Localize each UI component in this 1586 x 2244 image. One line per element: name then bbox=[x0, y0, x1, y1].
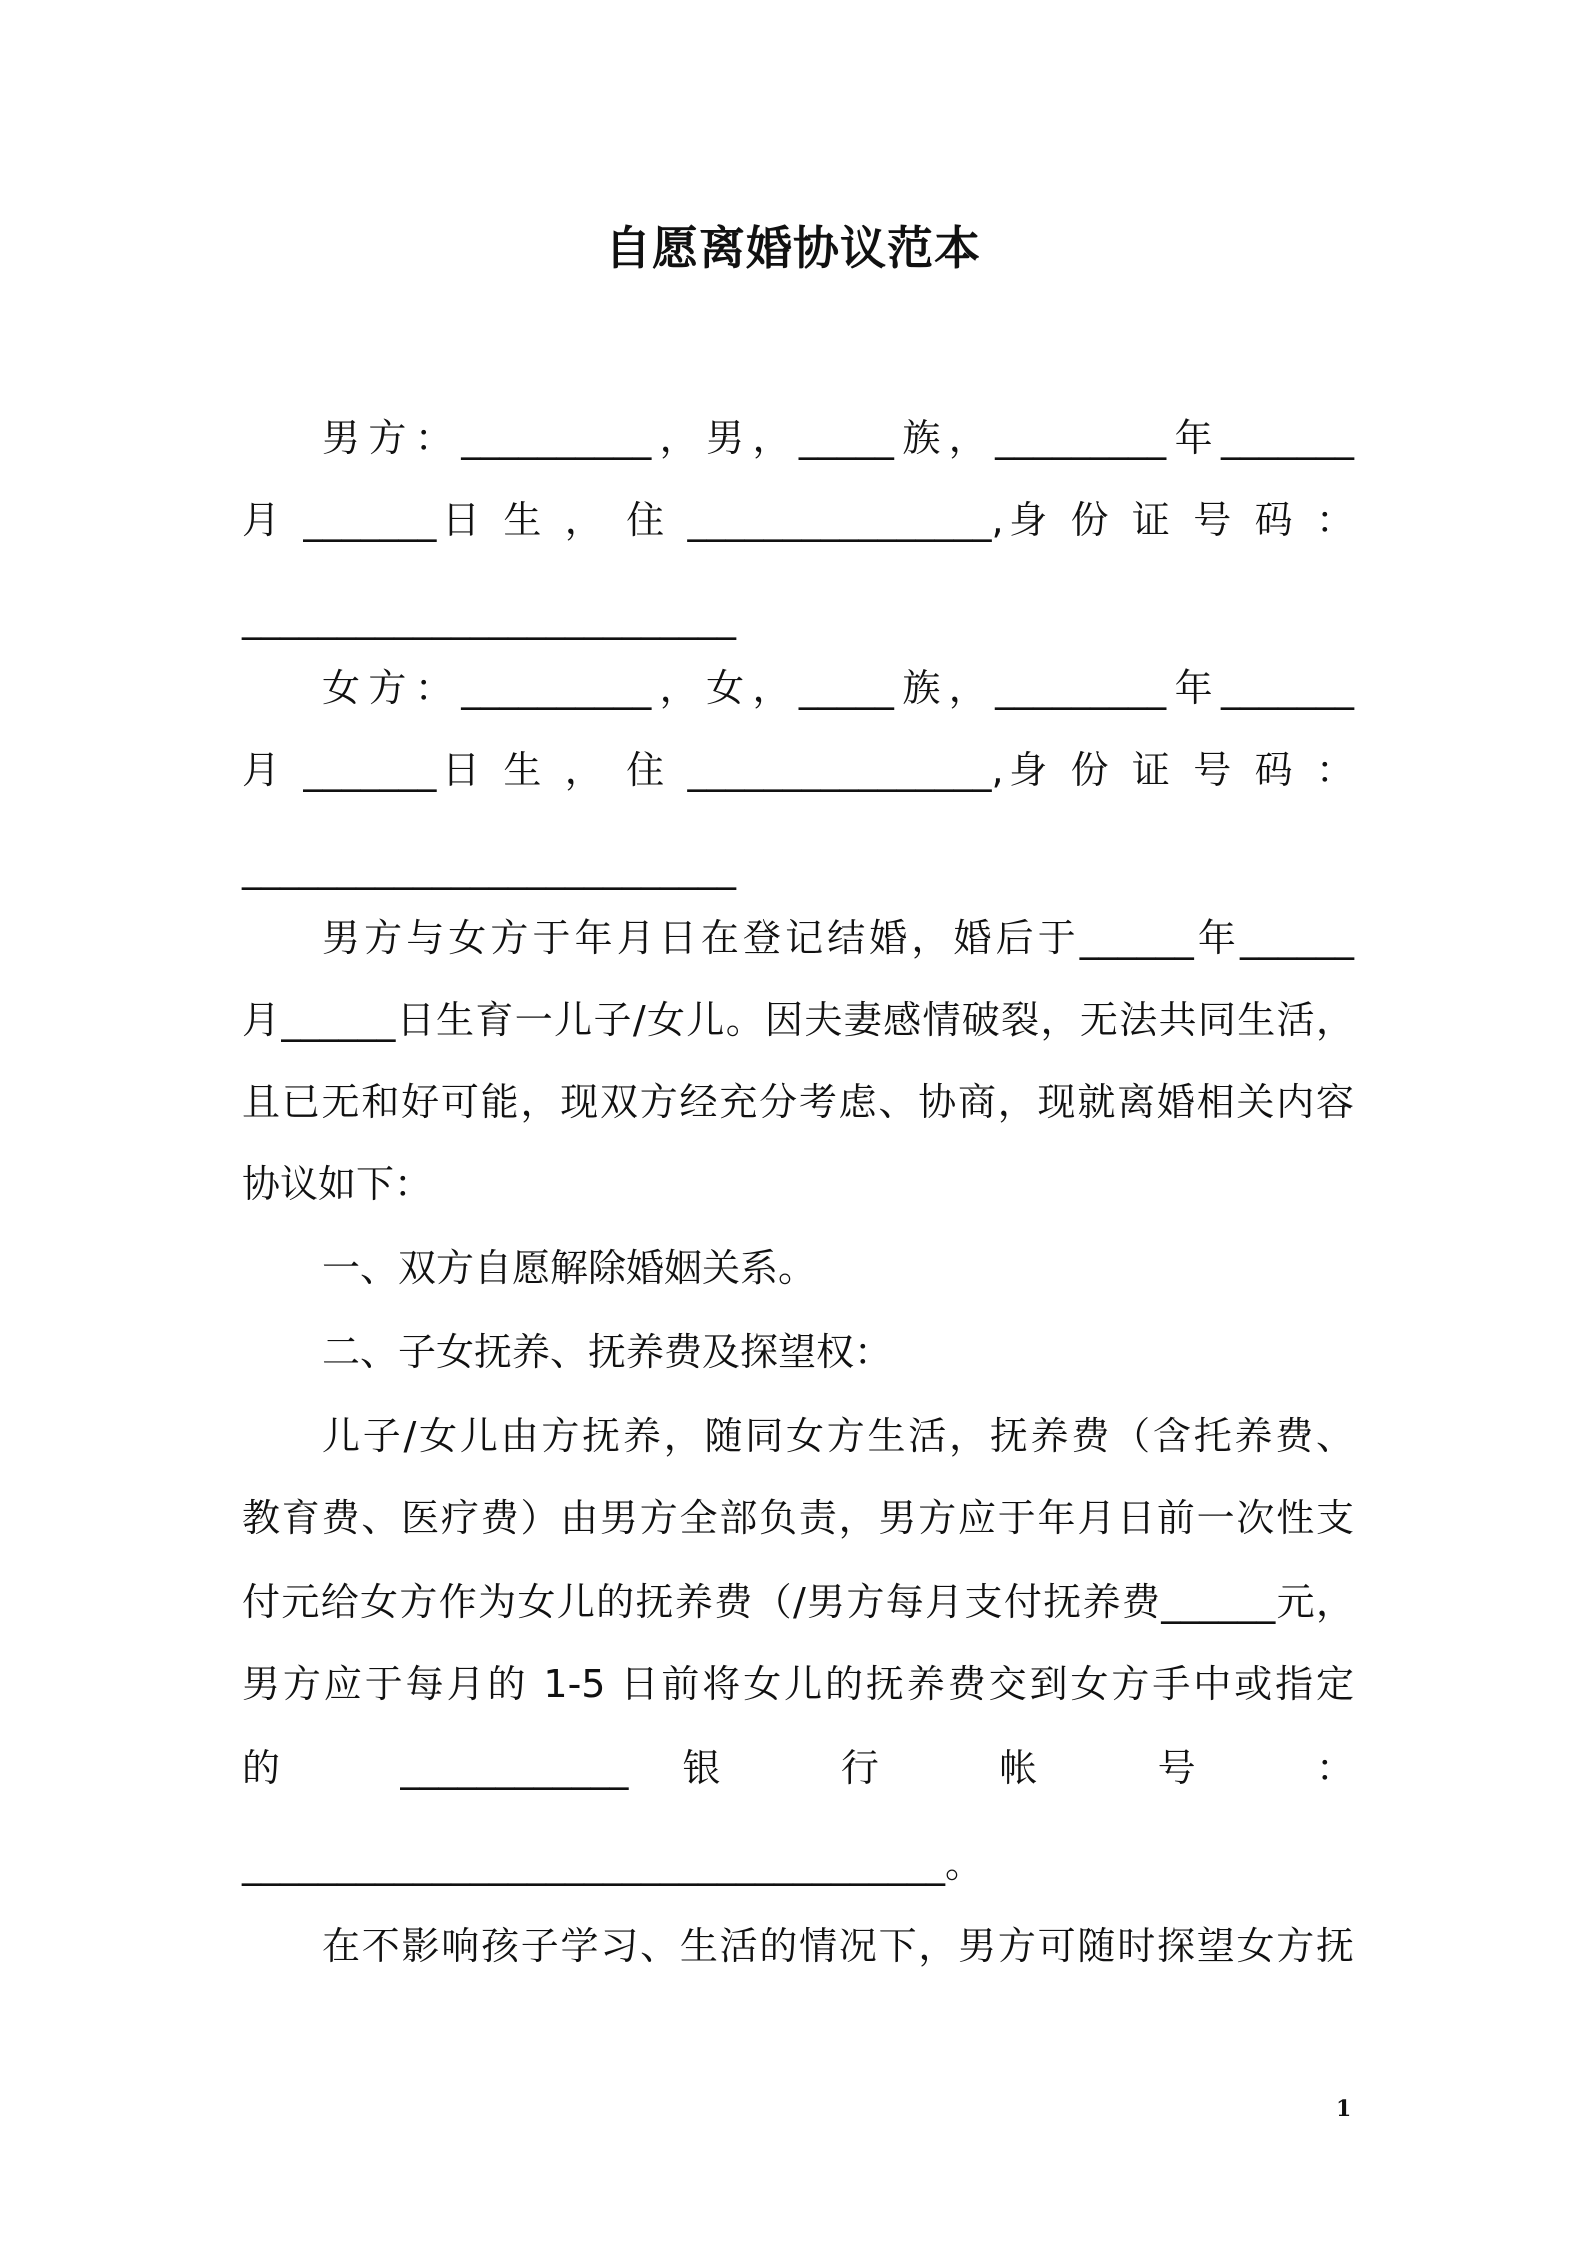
male-id-blank: __________________________ bbox=[242, 596, 736, 640]
paragraph-line: 月______日生育一儿子/女儿。因夫妻感情破裂，无法共同生活， bbox=[242, 998, 1354, 1042]
paragraph-line: 男方应于每月的 1-5 日前将女儿的抚养费交到女方手中或指定 bbox=[242, 1662, 1354, 1706]
bank-account-blank: _____________________________________。 bbox=[242, 1842, 984, 1886]
page-number: 1 bbox=[1336, 2096, 1352, 2122]
male-party-line-2: 月 _______日 生 ， 住 ________________,身 份 证 号 码 ： bbox=[242, 498, 1354, 542]
paragraph-line: 在不影响孩子学习、生活的情况下，男方可随时探望女方抚 bbox=[322, 1924, 1354, 1968]
female-party-line-1: 女方：__________，女，_____族，_________年_______ bbox=[322, 666, 1354, 710]
paragraph-line: 男方与女方于年月日在登记结婚，婚后于______年______ bbox=[322, 916, 1354, 960]
paragraph-line: 付元给女方作为女儿的抚养费（/男方每月支付抚养费______元， bbox=[242, 1580, 1354, 1624]
clause-heading-2: 二、子女抚养、抚养费及探望权： bbox=[322, 1330, 893, 1374]
female-party-line-2: 月 _______日 生 ， 住 ________________,身 份 证 号 码 ： bbox=[242, 748, 1354, 792]
document-title: 自愿离婚协议范本 bbox=[605, 221, 981, 275]
female-id-blank: __________________________ bbox=[242, 846, 736, 890]
bank-account-line: 的 ____________银 行 帐 号 ： bbox=[242, 1746, 1354, 1790]
male-party-line-1: 男方：__________，男，_____族，_________年_______ bbox=[322, 416, 1354, 460]
paragraph-line: 且已无和好可能，现双方经充分考虑、协商，现就离婚相关内容 bbox=[242, 1080, 1354, 1124]
clause-heading-1: 一、双方自愿解除婚姻关系。 bbox=[322, 1246, 817, 1290]
paragraph-line: 儿子/女儿由方抚养，随同女方生活，抚养费（含托养费、 bbox=[322, 1414, 1354, 1458]
paragraph-line: 教育费、医疗费）由男方全部负责，男方应于年月日前一次性支 bbox=[242, 1496, 1354, 1540]
paragraph-line: 协议如下： bbox=[242, 1162, 433, 1206]
